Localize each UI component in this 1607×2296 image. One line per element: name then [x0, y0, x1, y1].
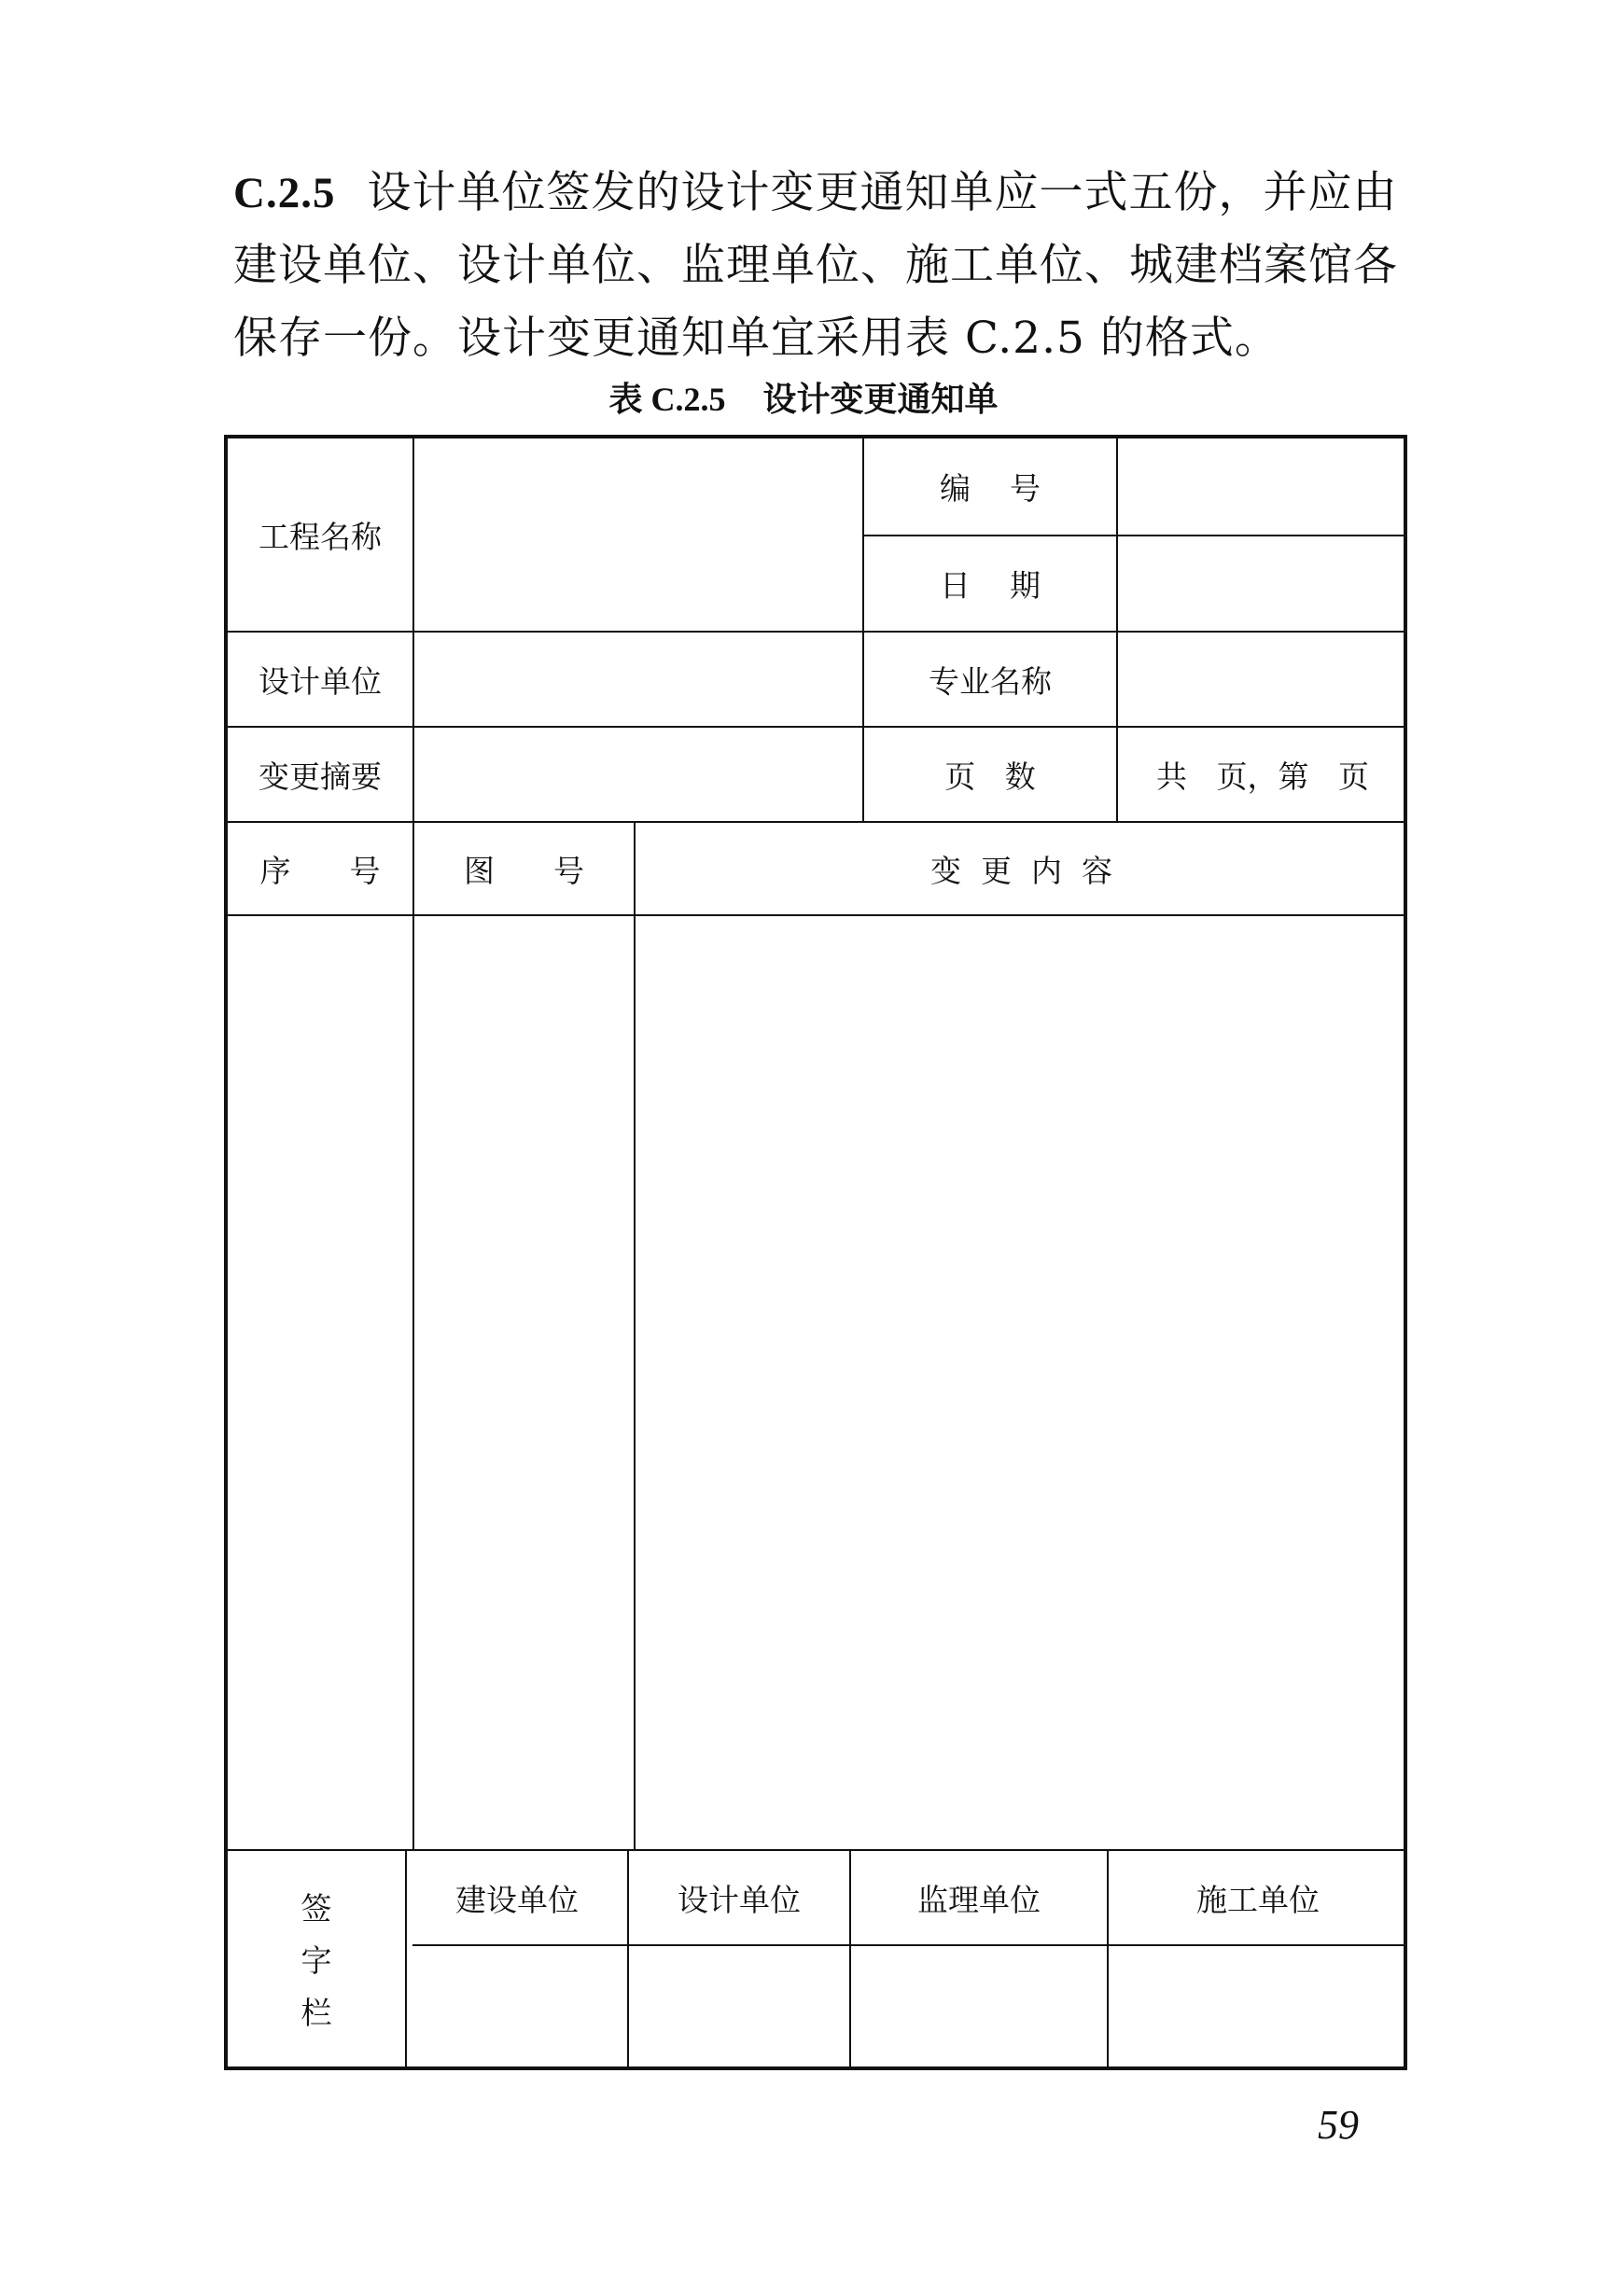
- design-change-notice-form: [224, 435, 1407, 2070]
- table-caption: [0, 373, 1607, 421]
- project-name-field[interactable]: [414, 438, 862, 631]
- page-number: 59: [1318, 2102, 1359, 2148]
- serial-no-label: 编 号: [940, 470, 1041, 507]
- change-content-area[interactable]: [636, 916, 1407, 1849]
- design-unit-label: 设计单位: [259, 662, 382, 700]
- change-summary-label: 变更摘要: [259, 758, 382, 795]
- specialty-label: 专业名称: [929, 662, 1052, 700]
- date-label: 日 期: [940, 567, 1041, 604]
- design-unit-field[interactable]: [414, 633, 862, 726]
- specialty-field[interactable]: [1118, 633, 1407, 726]
- signature-field-construction[interactable]: [407, 1946, 627, 2070]
- signature-label-char-3: 栏: [300, 1994, 332, 2031]
- signer-supervision-unit: 监理单位: [917, 1881, 1041, 1918]
- table-caption-title: 设计变更通知单: [762, 381, 999, 419]
- page-count-label: 页 数: [944, 758, 1036, 795]
- change-summary-field[interactable]: [414, 728, 862, 821]
- signature-field-supervision[interactable]: [851, 1946, 1107, 2070]
- signer-contractor-unit: 施工单位: [1196, 1881, 1320, 1918]
- project-name-label: 工程名称: [259, 518, 382, 555]
- serial-no-field[interactable]: [1118, 438, 1407, 535]
- table-caption-number: 表 C.2.5: [608, 381, 726, 418]
- signature-label: [228, 1851, 405, 2070]
- col-header-drawing-no: 图 号: [464, 852, 584, 889]
- col-header-seq: 序 号: [259, 852, 381, 889]
- seq-column-area[interactable]: [228, 916, 412, 1849]
- drawing-no-column-area[interactable]: [414, 916, 634, 1849]
- signer-design-unit: 设计单位: [678, 1881, 801, 1918]
- signature-field-design[interactable]: [629, 1946, 849, 2070]
- section-paragraph: [233, 157, 1423, 375]
- section-text: 设计单位签发的设计变更通知单应一式五份，并应由建设单位、设计单位、监理单位、施工单位、城建档案馆各保存一份。设计变更通知单宜采用表 C.2.5 的格式。: [233, 167, 1398, 364]
- signature-label-char-1: 签: [300, 1889, 332, 1927]
- col-header-change-content: 变 更 内 容: [930, 852, 1112, 889]
- date-field[interactable]: [1118, 536, 1407, 631]
- page-count-value: 共 页，第 页: [1156, 758, 1369, 795]
- signer-construction-unit: 建设单位: [455, 1881, 579, 1918]
- section-number: C.2.5: [233, 169, 336, 217]
- signature-field-contractor[interactable]: [1109, 1946, 1407, 2070]
- signature-label-char-2: 字: [300, 1941, 332, 1979]
